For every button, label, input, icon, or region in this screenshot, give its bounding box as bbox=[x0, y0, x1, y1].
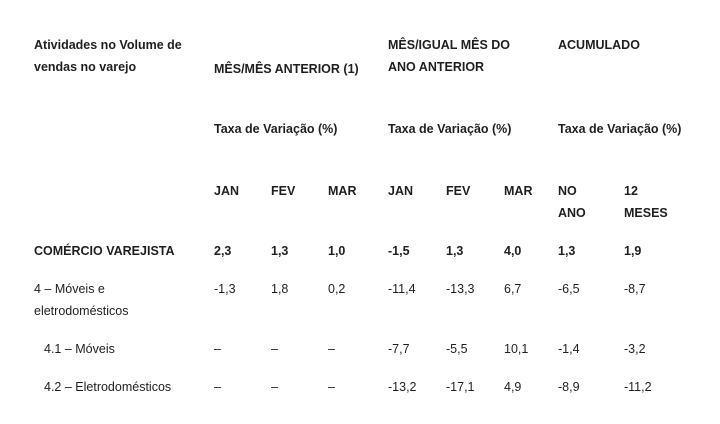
col-header-mar-1: MAR bbox=[328, 184, 357, 198]
table-cell: -3,2 bbox=[624, 342, 646, 356]
group-header-month-previous: MÊS/MÊS ANTERIOR (1) bbox=[214, 62, 359, 76]
col-header-mar-2: MAR bbox=[504, 184, 533, 198]
rate-header-3: Taxa de Variação (%) bbox=[558, 122, 682, 136]
table-cell: -1,4 bbox=[558, 342, 580, 356]
table-cell: -7,7 bbox=[388, 342, 410, 356]
table-cell: – bbox=[271, 380, 278, 394]
table-cell: – bbox=[328, 380, 335, 394]
table-cell: 1,8 bbox=[271, 282, 289, 296]
col-header-fev-2: FEV bbox=[446, 184, 471, 198]
table-cell: -5,5 bbox=[446, 342, 468, 356]
table-cell: – bbox=[214, 380, 221, 394]
table-cell: 4,0 bbox=[504, 244, 522, 258]
row-label-moveis: 4.1 – Móveis bbox=[44, 342, 115, 356]
group-header-month-last-year: MÊS/IGUAL MÊS DO ANO ANTERIOR bbox=[388, 38, 511, 74]
activity-column-header: Atividades no Volume de vendas no varejo bbox=[34, 38, 182, 74]
col-header-12-meses: 12 MESES bbox=[624, 184, 668, 220]
table-cell: – bbox=[214, 342, 221, 356]
table-cell: 10,1 bbox=[504, 342, 529, 356]
table-cell: 1,0 bbox=[328, 244, 346, 258]
table-cell: 1,9 bbox=[624, 244, 642, 258]
table-cell: 4,9 bbox=[504, 380, 522, 394]
group-header-accumulated: ACUMULADO bbox=[558, 38, 640, 52]
table-cell: 0,2 bbox=[328, 282, 346, 296]
table-cell: -1,5 bbox=[388, 244, 410, 258]
table-cell: -1,3 bbox=[214, 282, 236, 296]
table-cell: -13,2 bbox=[388, 380, 417, 394]
table-cell: -17,1 bbox=[446, 380, 475, 394]
row-label-moveis-eletrodomesticos: 4 – Móveis e eletrodomésticos bbox=[34, 282, 129, 318]
table-cell: 1,3 bbox=[558, 244, 576, 258]
col-header-jan-2: JAN bbox=[388, 184, 414, 198]
table-cell: – bbox=[328, 342, 335, 356]
table-cell: -8,7 bbox=[624, 282, 646, 296]
row-label-eletrodomesticos: 4.2 – Eletrodomésticos bbox=[44, 380, 172, 394]
row-label-comercio-varejista: COMÉRCIO VAREJISTA bbox=[34, 244, 175, 258]
table-cell: -11,4 bbox=[388, 282, 416, 296]
table-cell: 2,3 bbox=[214, 244, 232, 258]
col-header-fev-1: FEV bbox=[271, 184, 296, 198]
rate-header-2: Taxa de Variação (%) bbox=[388, 122, 512, 136]
table-cell: -8,9 bbox=[558, 380, 580, 394]
rate-header-1: Taxa de Variação (%) bbox=[214, 122, 338, 136]
col-header-jan-1: JAN bbox=[214, 184, 240, 198]
table-cell: – bbox=[271, 342, 278, 356]
col-header-no-ano: NO ANO bbox=[558, 184, 586, 220]
table-cell: -11,2 bbox=[624, 380, 652, 394]
table-cell: 6,7 bbox=[504, 282, 522, 296]
table-cell: 1,3 bbox=[446, 244, 464, 258]
table-cell: -13,3 bbox=[446, 282, 475, 296]
table-cell: -6,5 bbox=[558, 282, 580, 296]
table-cell: 1,3 bbox=[271, 244, 289, 258]
